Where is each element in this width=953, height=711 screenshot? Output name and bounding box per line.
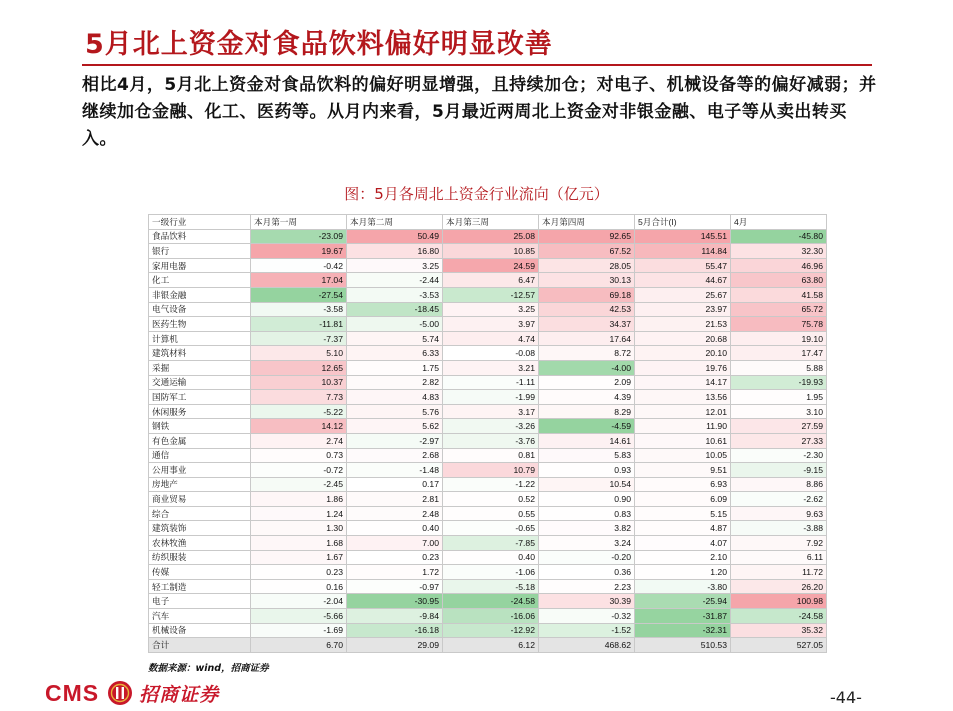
flow-value: 41.58	[731, 287, 827, 302]
flow-value: 63.80	[731, 273, 827, 288]
flow-value: -3.80	[635, 579, 731, 594]
industry-name: 钢铁	[149, 419, 251, 434]
flow-value: 25.67	[635, 287, 731, 302]
industry-name: 商业贸易	[149, 492, 251, 507]
flow-value: 3.82	[539, 521, 635, 536]
flow-value: 65.72	[731, 302, 827, 317]
flow-value: -1.06	[443, 565, 539, 580]
flow-value: 0.23	[347, 550, 443, 565]
flow-value: -4.00	[539, 360, 635, 375]
flow-value: 5.76	[347, 404, 443, 419]
flow-value: 27.59	[731, 419, 827, 434]
flow-value: 6.09	[635, 492, 731, 507]
table-body	[149, 229, 827, 652]
table-row	[149, 579, 827, 594]
flow-value: 2.09	[539, 375, 635, 390]
flow-value: -0.20	[539, 550, 635, 565]
column-header: 4月	[731, 215, 827, 230]
flow-value: -2.45	[251, 477, 347, 492]
total-row	[149, 638, 827, 653]
flow-value: -16.06	[443, 609, 539, 624]
flow-value: 3.21	[443, 360, 539, 375]
table-row	[149, 346, 827, 361]
industry-name: 银行	[149, 244, 251, 259]
flow-value: -2.04	[251, 594, 347, 609]
flow-value: 11.90	[635, 419, 731, 434]
flow-value: -16.18	[347, 623, 443, 638]
total-value: 6.12	[443, 638, 539, 653]
flow-value: -2.97	[347, 433, 443, 448]
flow-value: -30.95	[347, 594, 443, 609]
industry-name: 轻工制造	[149, 579, 251, 594]
flow-value: 35.32	[731, 623, 827, 638]
flow-value: -3.88	[731, 521, 827, 536]
flow-value: -5.66	[251, 609, 347, 624]
column-header-industry: 一级行业	[149, 215, 251, 230]
flow-value: 10.61	[635, 433, 731, 448]
industry-name: 休闲服务	[149, 404, 251, 419]
table-row	[149, 521, 827, 536]
flow-value: 28.05	[539, 258, 635, 273]
flow-value: 3.25	[347, 258, 443, 273]
flow-value: -4.59	[539, 419, 635, 434]
flow-value: -3.26	[443, 419, 539, 434]
flow-value: -0.72	[251, 463, 347, 478]
flow-value: 23.97	[635, 302, 731, 317]
table-row	[149, 492, 827, 507]
industry-name: 有色金属	[149, 433, 251, 448]
flow-value: 0.40	[443, 550, 539, 565]
table-row	[149, 317, 827, 332]
flow-value: -1.52	[539, 623, 635, 638]
flow-value: 1.72	[347, 565, 443, 580]
flow-value: 2.10	[635, 550, 731, 565]
flow-value: -1.11	[443, 375, 539, 390]
flow-value: -25.94	[635, 594, 731, 609]
table-row	[149, 404, 827, 419]
flow-value: -2.30	[731, 448, 827, 463]
flow-value: 114.84	[635, 244, 731, 259]
industry-name: 食品饮料	[149, 229, 251, 244]
flow-value: 14.61	[539, 433, 635, 448]
industry-name: 化工	[149, 273, 251, 288]
flow-value: 4.83	[347, 390, 443, 405]
flow-value: -12.92	[443, 623, 539, 638]
flow-value: 0.40	[347, 521, 443, 536]
table-row	[149, 550, 827, 565]
table-row	[149, 302, 827, 317]
flow-value: 46.96	[731, 258, 827, 273]
total-label: 合计	[149, 638, 251, 653]
flow-value: 9.51	[635, 463, 731, 478]
table-row	[149, 287, 827, 302]
flow-value: 0.23	[251, 565, 347, 580]
flow-value: 30.39	[539, 594, 635, 609]
column-header: 本月第四周	[539, 215, 635, 230]
flow-value: 1.67	[251, 550, 347, 565]
flow-value: -5.00	[347, 317, 443, 332]
total-value: 527.05	[731, 638, 827, 653]
flow-value: 3.24	[539, 536, 635, 551]
table-row	[149, 433, 827, 448]
industry-name: 家用电器	[149, 258, 251, 273]
flow-value: -5.18	[443, 579, 539, 594]
industry-name: 通信	[149, 448, 251, 463]
industry-name: 汽车	[149, 609, 251, 624]
flow-value: -7.37	[251, 331, 347, 346]
flow-value: 10.37	[251, 375, 347, 390]
flow-value: 1.86	[251, 492, 347, 507]
flow-value: -1.22	[443, 477, 539, 492]
table-row	[149, 609, 827, 624]
flow-value: 4.07	[635, 536, 731, 551]
flow-value: 69.18	[539, 287, 635, 302]
flow-value: 4.74	[443, 331, 539, 346]
flow-value: 9.63	[731, 506, 827, 521]
flow-value: 19.76	[635, 360, 731, 375]
flow-value: 2.74	[251, 433, 347, 448]
flow-value: -1.99	[443, 390, 539, 405]
summary-text: 相比4月，5月北上资金对食品饮料的偏好明显增强，且持续加仓；对电子、机械设备等的偏好减弱；并继续加仓金融、化工、医药等。从月内来看，5月最近两周北上资金对非银金融、电子等从卖出转买入。	[82, 75, 877, 149]
column-header: 本月第二周	[347, 215, 443, 230]
industry-name: 交通运输	[149, 375, 251, 390]
flow-value: 12.01	[635, 404, 731, 419]
flow-value: 67.52	[539, 244, 635, 259]
flow-value: 3.17	[443, 404, 539, 419]
flow-value: 0.55	[443, 506, 539, 521]
flow-value: 34.37	[539, 317, 635, 332]
flow-value: 7.73	[251, 390, 347, 405]
flow-value: -2.44	[347, 273, 443, 288]
column-header: 本月第一周	[251, 215, 347, 230]
column-header: 5月合计(I)	[635, 215, 731, 230]
table-row	[149, 506, 827, 521]
flow-value: 6.11	[731, 550, 827, 565]
flow-value: -1.48	[347, 463, 443, 478]
flow-value: 2.82	[347, 375, 443, 390]
flow-value: -9.84	[347, 609, 443, 624]
flow-value: 44.67	[635, 273, 731, 288]
flow-value: 10.79	[443, 463, 539, 478]
flow-value: 2.68	[347, 448, 443, 463]
industry-name: 采掘	[149, 360, 251, 375]
title-divider	[82, 64, 872, 66]
flow-value: 5.88	[731, 360, 827, 375]
flow-value: 7.00	[347, 536, 443, 551]
table-row	[149, 536, 827, 551]
flow-value: 14.12	[251, 419, 347, 434]
flow-value: -12.57	[443, 287, 539, 302]
flow-value: 26.20	[731, 579, 827, 594]
industry-name: 建筑装饰	[149, 521, 251, 536]
flow-value: 5.62	[347, 419, 443, 434]
flow-value: 0.52	[443, 492, 539, 507]
fund-flow-table	[148, 214, 827, 653]
data-source-note: 数据来源：wind，招商证券	[148, 663, 269, 674]
flow-value: -0.97	[347, 579, 443, 594]
table-title: 图：5月各周北上资金行业流向（亿元）	[344, 185, 609, 203]
flow-value: 1.20	[635, 565, 731, 580]
flow-value: 7.92	[731, 536, 827, 551]
flow-value: 17.64	[539, 331, 635, 346]
flow-value: -24.58	[443, 594, 539, 609]
logo-chinese-text: 招商证券	[139, 683, 220, 706]
flow-value: 20.68	[635, 331, 731, 346]
flow-value: -7.85	[443, 536, 539, 551]
flow-value: 6.33	[347, 346, 443, 361]
flow-value: 1.68	[251, 536, 347, 551]
logo-latin-text: CMS	[45, 679, 100, 706]
flow-value: -1.69	[251, 623, 347, 638]
flow-value: 3.25	[443, 302, 539, 317]
cms-logo	[45, 678, 219, 708]
total-value: 29.09	[347, 638, 443, 653]
flow-value: 19.67	[251, 244, 347, 259]
flow-value: 50.49	[347, 229, 443, 244]
flow-value: 11.72	[731, 565, 827, 580]
flow-value: 0.83	[539, 506, 635, 521]
flow-value: -0.42	[251, 258, 347, 273]
flow-value: 0.90	[539, 492, 635, 507]
total-value: 468.62	[539, 638, 635, 653]
flow-value: 17.47	[731, 346, 827, 361]
flow-value: 3.10	[731, 404, 827, 419]
flow-value: 10.85	[443, 244, 539, 259]
table-row	[149, 258, 827, 273]
flow-value: 25.08	[443, 229, 539, 244]
table-row	[149, 273, 827, 288]
industry-name: 综合	[149, 506, 251, 521]
flow-value: -3.53	[347, 287, 443, 302]
flow-value: 6.93	[635, 477, 731, 492]
cms-logo-icon	[107, 680, 133, 706]
flow-value: -0.08	[443, 346, 539, 361]
flow-value: 2.48	[347, 506, 443, 521]
flow-value: 4.87	[635, 521, 731, 536]
flow-value: 5.83	[539, 448, 635, 463]
industry-name: 医药生物	[149, 317, 251, 332]
flow-value: 8.29	[539, 404, 635, 419]
flow-value: 16.80	[347, 244, 443, 259]
industry-name: 纺织服装	[149, 550, 251, 565]
flow-value: -3.76	[443, 433, 539, 448]
flow-value: 0.81	[443, 448, 539, 463]
total-value: 510.53	[635, 638, 731, 653]
flow-value: 0.17	[347, 477, 443, 492]
flow-value: -31.87	[635, 609, 731, 624]
flow-value: 13.56	[635, 390, 731, 405]
flow-value: 19.10	[731, 331, 827, 346]
flow-value: 5.74	[347, 331, 443, 346]
flow-value: 30.13	[539, 273, 635, 288]
table-row	[149, 229, 827, 244]
flow-value: 27.33	[731, 433, 827, 448]
flow-value: -0.65	[443, 521, 539, 536]
flow-value: -27.54	[251, 287, 347, 302]
industry-name: 传媒	[149, 565, 251, 580]
industry-name: 农林牧渔	[149, 536, 251, 551]
industry-name: 计算机	[149, 331, 251, 346]
industry-name: 公用事业	[149, 463, 251, 478]
flow-value: 75.78	[731, 317, 827, 332]
flow-value: 32.30	[731, 244, 827, 259]
flow-value: 1.75	[347, 360, 443, 375]
table-row	[149, 477, 827, 492]
table-row	[149, 331, 827, 346]
flow-value: 14.17	[635, 375, 731, 390]
flow-value: 92.65	[539, 229, 635, 244]
table-row	[149, 375, 827, 390]
flow-value: -19.93	[731, 375, 827, 390]
flow-value: -5.22	[251, 404, 347, 419]
flow-value: 6.47	[443, 273, 539, 288]
flow-value: 2.81	[347, 492, 443, 507]
flow-value: -18.45	[347, 302, 443, 317]
flow-value: 0.16	[251, 579, 347, 594]
flow-value: -24.58	[731, 609, 827, 624]
table-row	[149, 419, 827, 434]
flow-value: -2.62	[731, 492, 827, 507]
industry-name: 电子	[149, 594, 251, 609]
flow-value: -0.32	[539, 609, 635, 624]
flow-value: 20.10	[635, 346, 731, 361]
flow-value: 10.54	[539, 477, 635, 492]
page-number: -44-	[830, 688, 862, 707]
flow-value: 100.98	[731, 594, 827, 609]
industry-name: 国防军工	[149, 390, 251, 405]
flow-value: -11.81	[251, 317, 347, 332]
flow-value: 1.30	[251, 521, 347, 536]
industry-name: 房地产	[149, 477, 251, 492]
industry-name: 机械设备	[149, 623, 251, 638]
flow-value: 5.10	[251, 346, 347, 361]
flow-value: 21.53	[635, 317, 731, 332]
table-row	[149, 448, 827, 463]
table-row	[149, 244, 827, 259]
table-row	[149, 565, 827, 580]
flow-value: 2.23	[539, 579, 635, 594]
flow-value: 4.39	[539, 390, 635, 405]
table-row	[149, 360, 827, 375]
flow-value: 0.93	[539, 463, 635, 478]
flow-value: 55.47	[635, 258, 731, 273]
table-header-row	[149, 215, 827, 230]
flow-value: -32.31	[635, 623, 731, 638]
flow-value: 8.86	[731, 477, 827, 492]
flow-value: 42.53	[539, 302, 635, 317]
flow-value: 8.72	[539, 346, 635, 361]
flow-value: 0.73	[251, 448, 347, 463]
flow-value: 1.24	[251, 506, 347, 521]
flow-value: -3.58	[251, 302, 347, 317]
flow-value: 1.95	[731, 390, 827, 405]
flow-value: 12.65	[251, 360, 347, 375]
flow-value: 24.59	[443, 258, 539, 273]
flow-value: 10.05	[635, 448, 731, 463]
table-row	[149, 463, 827, 478]
column-header: 本月第三周	[443, 215, 539, 230]
industry-name: 电气设备	[149, 302, 251, 317]
flow-value: -9.15	[731, 463, 827, 478]
flow-value: -45.80	[731, 229, 827, 244]
flow-value: -23.09	[251, 229, 347, 244]
flow-value: 5.15	[635, 506, 731, 521]
flow-value: 3.97	[443, 317, 539, 332]
page-title: 5月北上资金对食品饮料偏好明显改善	[85, 29, 553, 60]
industry-name: 非银金融	[149, 287, 251, 302]
flow-value: 17.04	[251, 273, 347, 288]
table-row	[149, 594, 827, 609]
flow-value: 0.36	[539, 565, 635, 580]
industry-name: 建筑材料	[149, 346, 251, 361]
table-row	[149, 390, 827, 405]
flow-value: 145.51	[635, 229, 731, 244]
total-value: 6.70	[251, 638, 347, 653]
table-row	[149, 623, 827, 638]
